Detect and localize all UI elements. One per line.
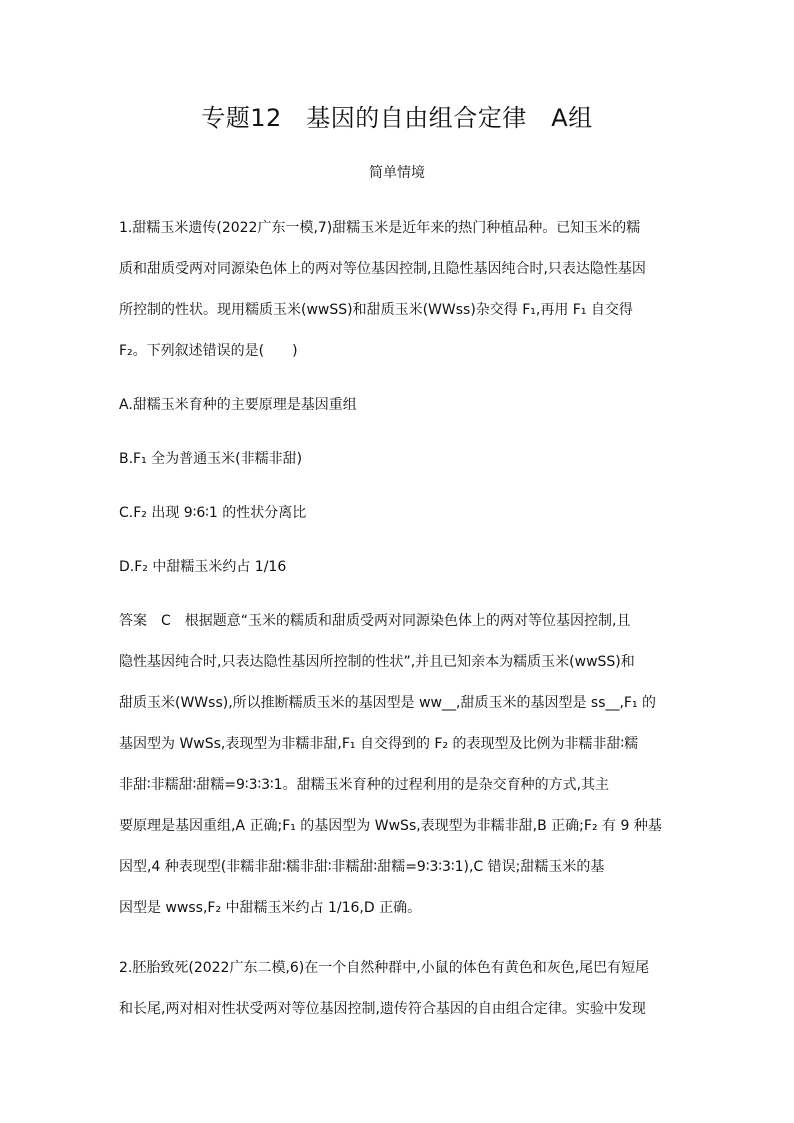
answer-line: 答案 C 根据题意“玉米的糯质和甜质受两对同源染色体上的两对等位基因控制,且	[119, 613, 631, 629]
answer-line: 基因型为 WwSs,表现型为非糯非甜,F₁ 自交得到的 F₂ 的表现型及比例为非糯非甜∶糯	[119, 736, 639, 752]
section-subtitle: 简单情境	[369, 165, 425, 181]
answer-explanation	[119, 607, 679, 922]
option-c: C.F₂ 出现 9∶6∶1 的性状分离比	[119, 505, 307, 521]
answer-line: 隐性基因纯合时,只表达隐性基因所控制的性状”,并且已知亲本为糯质玉米(wwSS)和	[119, 654, 635, 670]
option-a: A.甜糯玉米育种的主要原理是基因重组	[119, 397, 357, 413]
question-1-stem-line: 质和甜质受两对同源染色体上的两对等位基因控制,且隐性基因纯合时,只表达隐性基因	[119, 261, 646, 277]
answer-line: 因型是 wwss,F₂ 中甜糯玉米约占 1/16,D 正确。	[119, 900, 422, 916]
page-title: 专题12 基因的自由组合定律 A组	[201, 104, 593, 132]
answer-line: 要原理是基因重组,A 正确;F₁ 的基因型为 WwSs,表现型为非糯非甜,B 正确;F₂ 有 9 种基	[119, 818, 662, 834]
question-2-stem-line: 2.胚胎致死(2022广东二模,6)在一个自然种群中,小鼠的体色有黄色和灰色,尾巴有短尾	[119, 960, 650, 976]
question-1	[119, 214, 679, 922]
question-1-stem-line: F₂。下列叙述错误的是( )	[119, 343, 298, 359]
question-2	[119, 954, 679, 1023]
option-d: D.F₂ 中甜糯玉米约占 1/16	[119, 559, 287, 575]
question-1-stem-line: 1.甜糯玉米遗传(2022广东一模,7)甜糯玉米是近年来的热门种植品种。已知玉米的糯	[119, 220, 641, 236]
answer-line: 非甜∶非糯甜∶甜糯=9∶3∶3∶1。甜糯玉米育种的过程利用的是杂交育种的方式,其主	[119, 777, 610, 793]
question-2-stem-line: 和长尾,两对相对性状受两对等位基因控制,遗传符合基因的自由组合定律。实验中发现	[119, 1001, 646, 1017]
answer-line: 因型,4 种表现型(非糯非甜∶糯非甜∶非糯甜∶甜糯=9∶3∶3∶1),C 错误;甜糯玉米的基	[119, 859, 605, 875]
option-b: B.F₁ 全为普通玉米(非糯非甜)	[119, 451, 303, 467]
document-body	[119, 214, 679, 1036]
question-1-stem-line: 所控制的性状。现用糯质玉米(wwSS)和甜质玉米(WWss)杂交得 F₁,再用 F₁ 自交得	[119, 302, 633, 318]
answer-line: 甜质玉米(WWss),所以推断糯质玉米的基因型是 ww__,甜质玉米的基因型是 ss__,F₁ 的	[119, 695, 657, 711]
